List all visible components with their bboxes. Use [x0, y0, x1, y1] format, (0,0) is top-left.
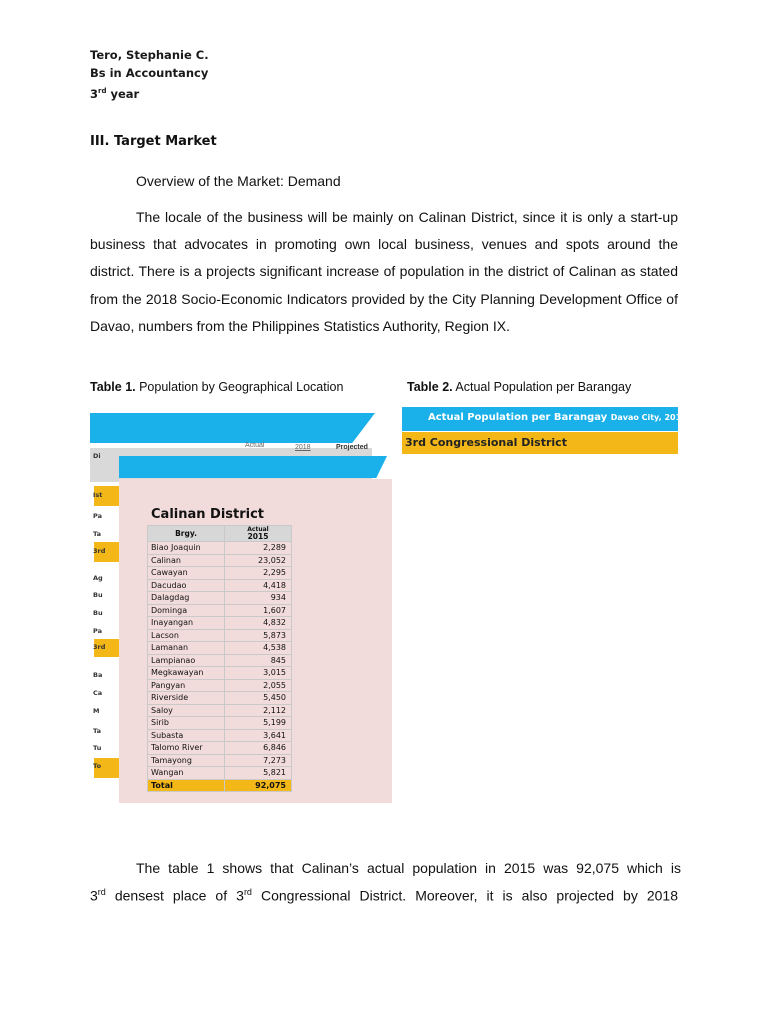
calinan-row: [148, 567, 292, 580]
calinan-row: [148, 629, 292, 642]
barangay-name: Wangan: [148, 767, 225, 780]
calinan-row: [148, 704, 292, 717]
strip-label: Bu: [93, 609, 103, 617]
barangay-population: 845: [225, 654, 292, 667]
strip-label: Bu: [93, 591, 103, 599]
barangay-population: 4,832: [225, 617, 292, 630]
calinan-panel: [119, 479, 392, 803]
calinan-row: [148, 542, 292, 555]
strip-label: Ta: [93, 530, 101, 538]
strip-label: Ag: [93, 574, 103, 582]
strip-label: Ca: [93, 689, 103, 697]
calinan-row: [148, 754, 292, 767]
barangay-name: Inayangan: [148, 617, 225, 630]
calinan-row: [148, 717, 292, 730]
barangay-population: 23,052: [225, 554, 292, 567]
bottom-line-1: The table 1 shows that Calinan’s actual population in 2015 was 92,075 which is: [136, 860, 681, 876]
calinan-row: [148, 729, 292, 742]
barangay-population: 6,846: [225, 742, 292, 755]
barangay-population: 3,641: [225, 729, 292, 742]
table1-col-2018: 2018: [295, 444, 311, 451]
barangay-name: Dacudao: [148, 579, 225, 592]
calinan-row: [148, 554, 292, 567]
calinan-row: [148, 667, 292, 680]
barangay-population: 5,821: [225, 767, 292, 780]
calinan-header-row: [148, 526, 292, 542]
table1-cyan-band: [90, 413, 375, 443]
barangay-name: Dalagdag: [148, 592, 225, 605]
table1-col-projected: Projected: [336, 444, 368, 451]
barangay-name: Sirib: [148, 717, 225, 730]
strip-label: Tu: [93, 744, 102, 752]
section-heading: III. Target Market: [90, 134, 217, 149]
barangay-name: Dominga: [148, 604, 225, 617]
calinan-row: [148, 617, 292, 630]
strip-label: Ba: [93, 671, 103, 679]
table1-caption: Table 1. Population by Geographical Location: [90, 380, 344, 394]
barangay-population: 2,295: [225, 567, 292, 580]
table2-banner: [402, 407, 687, 431]
total-value: 92,075: [225, 779, 292, 792]
barangay-population: 7,273: [225, 754, 292, 767]
calinan-table: [147, 525, 292, 792]
year-level: 3rd year: [90, 86, 140, 101]
subheading: Overview of the Market: Demand: [136, 173, 341, 189]
barangay-population: 3,015: [225, 667, 292, 680]
barangay-name: Lampianao: [148, 654, 225, 667]
barangay-name: Pangyan: [148, 679, 225, 692]
col-brgy: Brgy.: [148, 526, 225, 542]
strip-label: 3rd: [93, 547, 106, 555]
barangay-name: Lamanan: [148, 642, 225, 655]
calinan-row: [148, 654, 292, 667]
strip-label: Ta: [93, 727, 101, 735]
strip-label: Pa: [93, 512, 102, 520]
calinan-row: [148, 604, 292, 617]
barangay-name: Lacson: [148, 629, 225, 642]
calinan-title: Calinan District: [151, 507, 265, 522]
barangay-name: Talomo River: [148, 742, 225, 755]
barangay-name: Biao Joaquin: [148, 542, 225, 555]
calinan-row: [148, 592, 292, 605]
barangay-name: Riverside: [148, 692, 225, 705]
student-name: Tero, Stephanie C.: [90, 48, 209, 62]
table2-district: 3rd Congressional District: [405, 436, 567, 449]
barangay-population: 934: [225, 592, 292, 605]
barangay-name: Megkawayan: [148, 667, 225, 680]
barangay-population: 5,199: [225, 717, 292, 730]
table2-caption: Table 2. Actual Population per Barangay: [407, 380, 632, 394]
barangay-name: Cawayan: [148, 567, 225, 580]
col-actual-2015: Actual 2015: [225, 526, 292, 542]
strip-label: Ist: [93, 491, 103, 499]
barangay-population: 2,055: [225, 679, 292, 692]
strip-label: M: [93, 707, 100, 715]
barangay-population: 4,418: [225, 579, 292, 592]
table2-banner-text: Actual Population per Barangay Davao City, 2015: [428, 412, 687, 423]
calinan-cyan-band: [119, 456, 387, 478]
strip-label: 3rd: [93, 643, 106, 651]
table1-col-actual: Actual: [245, 442, 265, 449]
calinan-row: [148, 679, 292, 692]
total-label: Total: [148, 779, 225, 792]
strip-label: Di: [93, 452, 101, 460]
course: Bs in Accountancy: [90, 66, 209, 80]
barangay-name: Tamayong: [148, 754, 225, 767]
barangay-population: 2,289: [225, 542, 292, 555]
barangay-population: 1,607: [225, 604, 292, 617]
calinan-row: [148, 642, 292, 655]
barangay-population: 5,450: [225, 692, 292, 705]
barangay-name: Subasta: [148, 729, 225, 742]
calinan-total-row: [148, 779, 292, 792]
barangay-population: 2,112: [225, 704, 292, 717]
calinan-row: [148, 742, 292, 755]
calinan-row: [148, 579, 292, 592]
bottom-line-2: 3rd densest place of 3rd Congressional District. Moreover, it is also projected by 2018: [90, 887, 679, 904]
barangay-population: 5,873: [225, 629, 292, 642]
strip-label: Pa: [93, 627, 102, 635]
table2-district-row: [402, 432, 678, 454]
calinan-row: [148, 767, 292, 780]
body-paragraph: The locale of the business will be mainly on Calinan District, since it is only a start-up business that advocates in promoting own local business, venues and spots around the district. There is a projects significant increase of population in the district of Calinan as stated from the 2018 Socio-Economic Indicators provided by the City Planning Development Office of Davao, numbers from the Philippines Statistics Authority, Region IX.: [90, 209, 678, 334]
calinan-row: [148, 692, 292, 705]
barangay-name: Saloy: [148, 704, 225, 717]
barangay-population: 4,538: [225, 642, 292, 655]
strip-label: To: [93, 762, 102, 770]
barangay-name: Calinan: [148, 554, 225, 567]
